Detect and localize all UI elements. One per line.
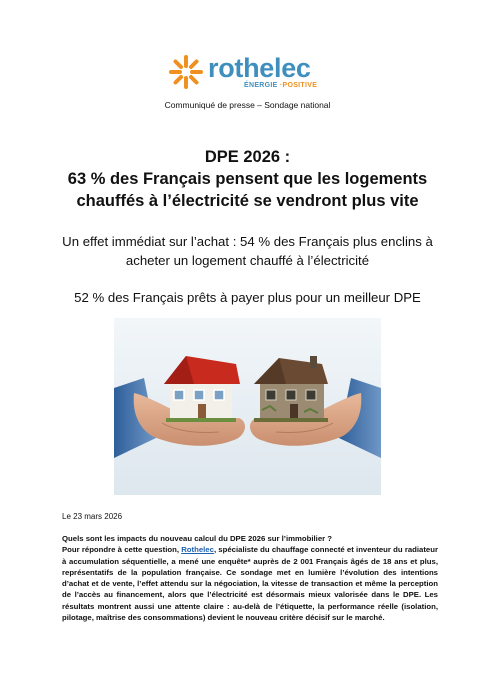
subheading-purchase-line-1: Un effet immédiat sur l’achat : 54 % des Français plus enclins à bbox=[62, 234, 433, 249]
hands-holding-houses-photo bbox=[114, 318, 381, 495]
release-date: Le 23 mars 2026 bbox=[62, 512, 123, 521]
rothelec-link[interactable]: Rothelec bbox=[181, 545, 214, 555]
body-question: Quels sont les impacts du nouveau calcul du DPE 2026 sur l’immobilier ? bbox=[62, 534, 333, 543]
body-text bbox=[62, 533, 438, 623]
logo-wordmark: rothelec bbox=[208, 53, 311, 83]
headline-line-1: DPE 2026 : bbox=[204, 148, 291, 166]
headline-line-2: 63 % des Français pensent que les logements bbox=[67, 170, 428, 188]
body-paragraph: Pour répondre à cette question, Rothelec, spécialiste du chauffage connecté et inventeur du radiateur à accumulation séquentielle, a mené une enquête* auprès de 2 001 Français âgés de 18 ans et plus, représentatifs de la population française. Ce sondage met en lumière l’évolution des intentions d’achat et de vente, l’effet attendu sur la négociation, la vitesse de transaction et même la perception de l’accès au financement, alors que l’électricité est désormais mieux valorisée dans le DPE. Les résultats montrent aussi une attente claire : au-delà de l’étiquette, la performance réelle (isolation, pilotage, maîtrise des consommations) devient le nouveau critère décisif sur le marché. bbox=[62, 545, 438, 623]
logo-tagline: ÉNERGIE ·POSITIVE bbox=[244, 82, 318, 89]
subheading-purchase-line-2: acheter un logement chauffé à l’électricité bbox=[125, 253, 370, 268]
rothelec-logo bbox=[168, 52, 338, 94]
sun-burst-icon bbox=[168, 54, 204, 90]
subheading-pay-more: 52 % des Français prêts à payer plus pour un meilleur DPE bbox=[74, 290, 421, 305]
press-release-kicker: Communiqué de presse – Sondage national bbox=[164, 100, 331, 110]
headline bbox=[20, 146, 475, 212]
headline-line-3: chauffés à l’électricité se vendront plus vite bbox=[76, 192, 419, 210]
subheading-purchase bbox=[30, 232, 465, 270]
